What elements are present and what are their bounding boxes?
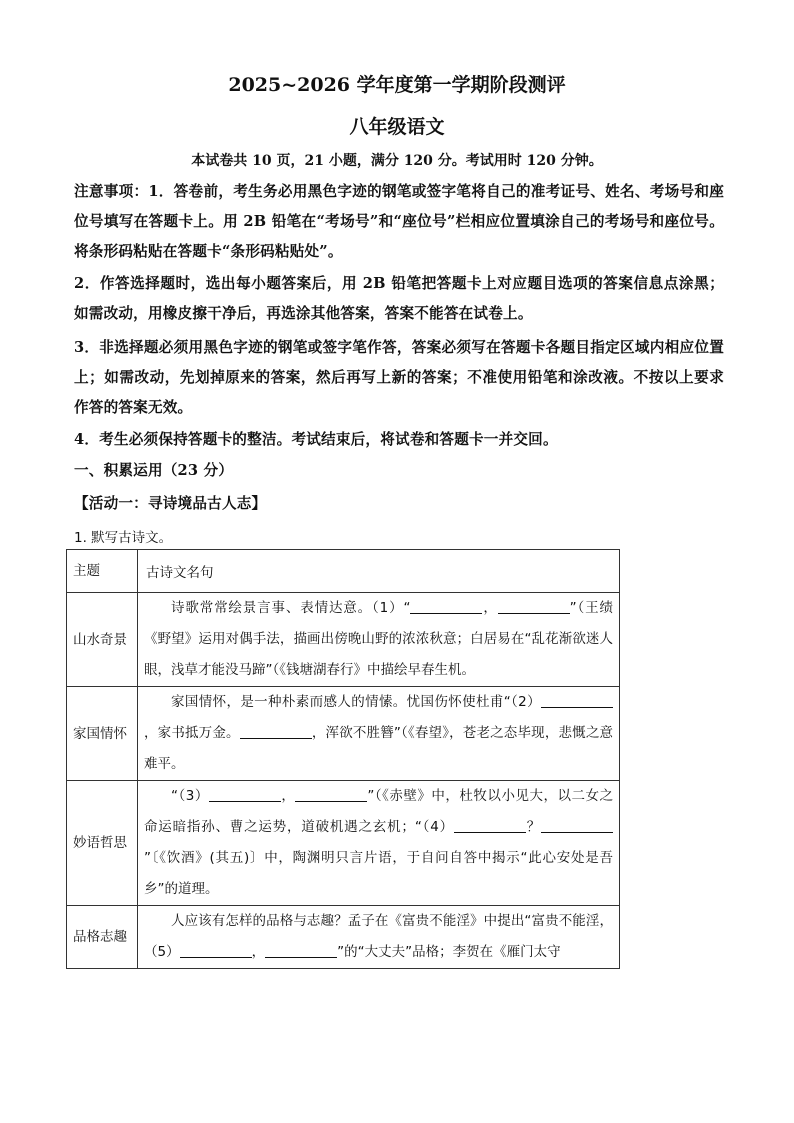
answer-blank[interactable] [295, 785, 367, 802]
text-segment: ”（《赤壁》中，杜牧以小见大，以二女之命运暗指孙、曹之运势，道破机遇之玄机；“（4） [144, 788, 613, 835]
table-row [67, 781, 620, 906]
question-1: 1. 默写古诗文。 [74, 530, 173, 546]
answer-blank[interactable] [541, 816, 613, 833]
row-content [138, 906, 620, 969]
table-header-row [67, 550, 620, 593]
text-segment: ？ [525, 819, 542, 835]
answer-blank[interactable] [410, 597, 482, 614]
text-segment: 家国情怀，是一种朴素而感人的情愫。忧国伤怀使杜甫“（2） [171, 694, 541, 710]
text-segment: ， [280, 788, 296, 804]
text-segment: ， [251, 944, 266, 960]
note-3: 3．非选择题必须用黑色字迹的钢笔或签字笔作答，答案必须写在答题卡各题目指定区域内相应位置上；如需改动，先划掉原来的答案，然后再写上新的答案；不准使用铅笔和涂改液。不按以上要求作答的答案无效。 [74, 339, 724, 416]
note-1: 注意事项：1．答卷前，考生务必用黑色字迹的钢笔或签字笔将自己的准考证号、姓名、考场号和座位号填写在答题卡上。用 2B 铅笔在“考场号”和“座位号”栏相应位置填涂自己的考场号和座位号。将条形码粘贴在答题卡“条形码粘贴处”。 [74, 183, 724, 260]
row-theme: 妙语哲思 [67, 781, 138, 906]
section-heading: 一、积累运用（23 分） [74, 462, 234, 479]
header-lines: 古诗文名句 [138, 550, 620, 593]
row-theme: 家国情怀 [67, 687, 138, 781]
answer-blank[interactable] [498, 597, 570, 614]
text-segment: ”〔《饮酒》(其五)〕中，陶渊明只言片语，于自问自答中揭示“此心安处是吾乡”的道理。 [144, 850, 613, 897]
row-theme: 山水奇景 [67, 593, 138, 687]
header-theme: 主题 [67, 550, 138, 593]
answer-blank[interactable] [240, 722, 312, 739]
answer-blank[interactable] [454, 816, 526, 833]
exam-title: 2025~2026 学年度第一学期阶段测评 [228, 74, 566, 96]
text-segment: ”的“大丈夫”品格；李贺在《雁门太守 [337, 944, 561, 960]
table-row [67, 687, 620, 781]
answer-blank[interactable] [265, 941, 337, 958]
answer-blank[interactable] [180, 941, 252, 958]
note-2: 2．作答选择题时，选出每小题答案后，用 2B 铅笔把答题卡上对应题目选项的答案信息点涂黑；如需改动，用橡皮擦干净后，再选涂其他答案，答案不能答在试卷上。 [74, 275, 724, 322]
note-4: 4．考生必须保持答题卡的整洁。考试结束后，将试卷和答题卡一并交回。 [74, 431, 558, 448]
text-segment: 诗歌常常绘景言事、表情达意。（1）“ [171, 600, 411, 616]
answer-blank[interactable] [541, 691, 613, 708]
text-segment: 人应该有怎样的品格与志趣？孟子在《富贵不能淫》中提出“富贵不能淫，（5） [144, 913, 613, 960]
row-content [138, 593, 620, 687]
table-row [67, 906, 620, 969]
activity-title: 【活动一：寻诗境品古人志】 [74, 495, 267, 512]
text-segment: ，家书抵万金。 [144, 725, 240, 741]
row-theme: 品格志趣 [67, 906, 138, 969]
answer-blank[interactable] [209, 785, 281, 802]
table-row [67, 593, 620, 687]
text-segment: ， [482, 600, 498, 616]
text-segment: ，浑欲不胜簪”（《春望》，苍老之态毕现，悲慨之意难平。 [144, 725, 613, 772]
text-segment: ”（王绩《野望》运用对偶手法，描画出傍晚山野的浓浓秋意；白居易在“乱花渐欲迷人眼，浅草才能没马蹄”（《钱塘湖春行》中描绘早春生机。 [144, 600, 613, 678]
exam-subject: 八年级语文 [349, 116, 445, 138]
text-segment: “（3） [171, 788, 209, 804]
poem-table [66, 549, 620, 969]
exam-info: 本试卷共 10 页，21 小题，满分 120 分。考试用时 120 分钟。 [191, 153, 603, 169]
row-content [138, 687, 620, 781]
row-content [138, 781, 620, 906]
